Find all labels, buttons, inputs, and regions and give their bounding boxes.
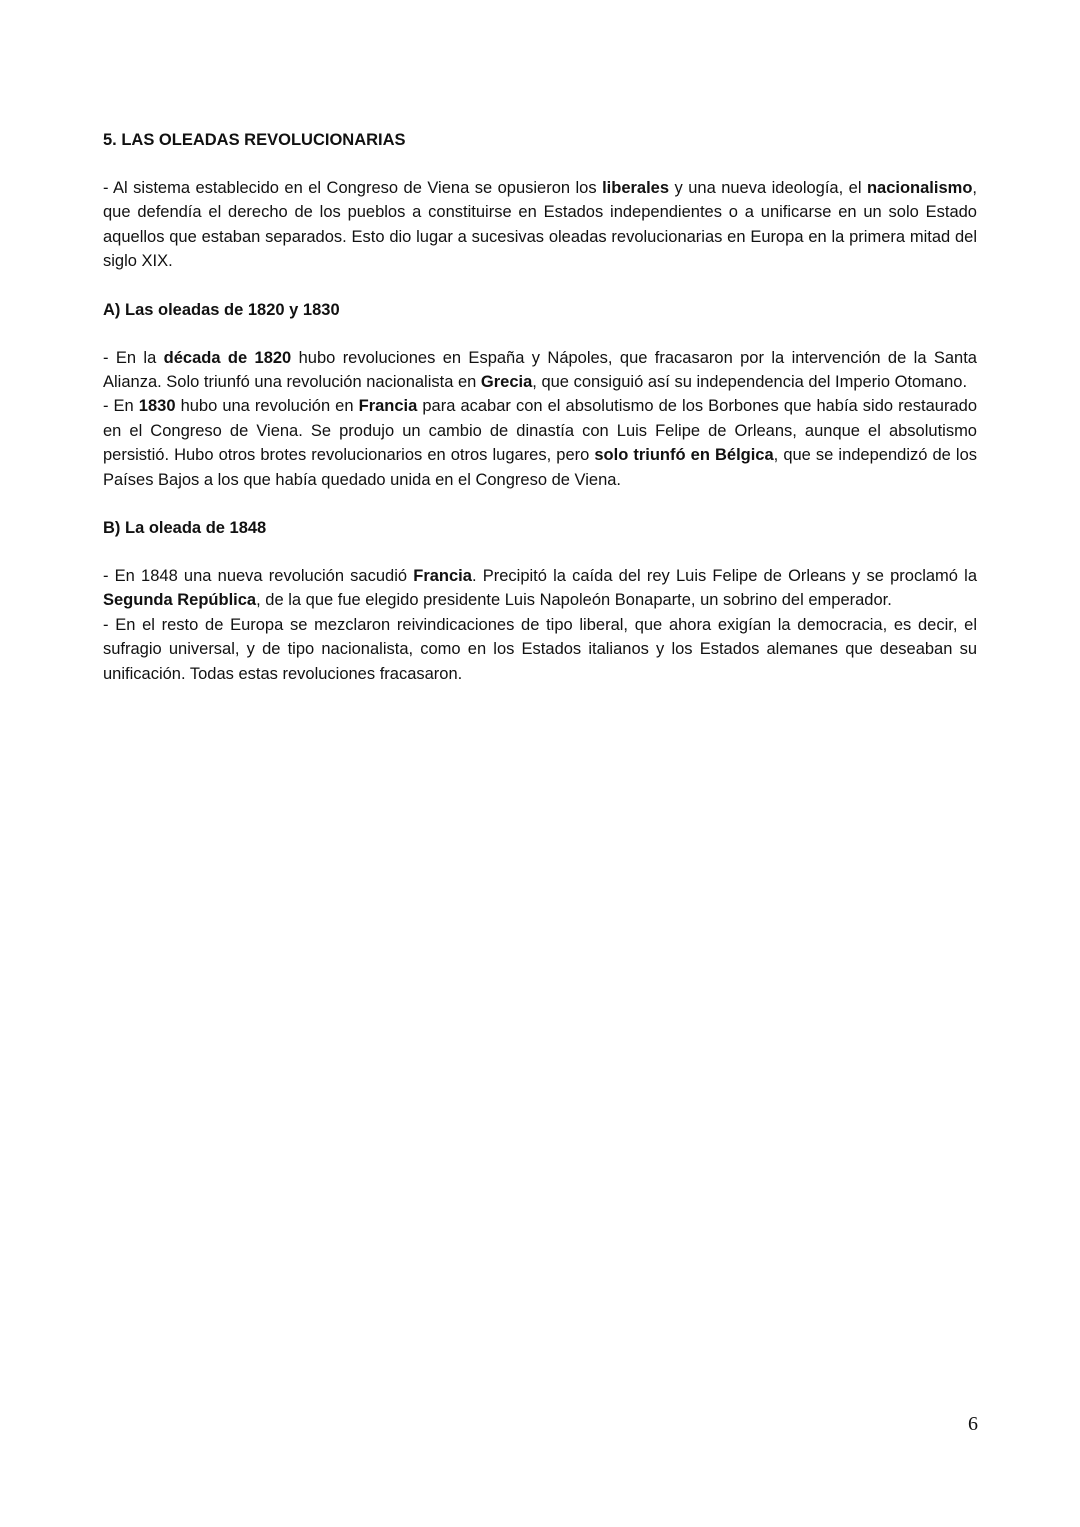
subsection-a-paragraph-1: - En la década de 1820 hubo revoluciones en España y Nápoles, que fracasaron por la intervención de la Santa Alianza. Solo triunfó una revolución nacionalista en Grecia, que consiguió así su independencia del Imperio Otomano.	[103, 348, 977, 392]
section-title: 5. LAS OLEADAS REVOLUCIONARIAS	[103, 131, 406, 149]
subsection-a-block	[103, 346, 977, 492]
subsection-a-paragraph-2: - En 1830 hubo una revolución en Francia para acabar con el absolutismo de los Borbones que había sido restaurado en el Congreso de Viena. Se produjo un cambio de dinastía con Luis Felipe de Orleans, aunque el absolutismo persistió. Hubo otros brotes revolucionarios en otros lugares, pero solo triunfó en Bélgica, que se independizó de los Países Bajos a los que había quedado unida en el Congreso de Viena.	[103, 397, 977, 489]
term-belgica: solo triunfó en Bélgica	[594, 446, 774, 465]
subsection-b-paragraph-2: - En el resto de Europa se mezclaron reivindicaciones de tipo liberal, que ahora exigían la democracia, es decir, el sufragio universal, y de tipo nacionalista, como en los Estados italianos y los Estados alemanes que deseaban su unificación. Todas estas revoluciones fracasaron.	[103, 615, 977, 683]
page-number: 6	[968, 1413, 978, 1435]
intro-paragraph: - Al sistema establecido en el Congreso de Viena se opusieron los liberales y una nueva ideología, el nacionalismo, que defendía el derecho de los pueblos a constituirse en Estados independientes o a unificarse en un solo Estado aquellos que estaban separados. Esto dio lugar a sucesivas oleadas revolucionarias en Europa en la primera mitad del siglo XIX.	[103, 179, 977, 271]
term-francia-1848: Francia	[413, 567, 472, 586]
subsection-b-title: B) La oleada de 1848	[103, 519, 267, 538]
subsection-a-title: A) Las oleadas de 1820 y 1830	[103, 300, 340, 319]
term-grecia: Grecia	[480, 373, 533, 392]
term-1830: 1830	[138, 397, 176, 416]
subsection-b-block	[103, 564, 977, 686]
term-francia: Francia	[358, 397, 418, 416]
term-decada-1820: década de 1820	[163, 348, 292, 367]
term-segunda-republica: Segunda República	[103, 591, 257, 610]
subsection-b-paragraph-1: - En 1848 una nueva revolución sacudió Francia. Precipitó la caída del rey Luis Felipe de Orleans y se proclamó la Segunda República, de la que fue elegido presidente Luis Napoleón Bonaparte, un sobrino del emperador.	[103, 567, 977, 610]
term-nacionalismo: nacionalismo	[866, 179, 973, 197]
document-page	[103, 128, 977, 710]
term-liberales: liberales	[602, 179, 670, 197]
intro-block	[103, 176, 977, 274]
